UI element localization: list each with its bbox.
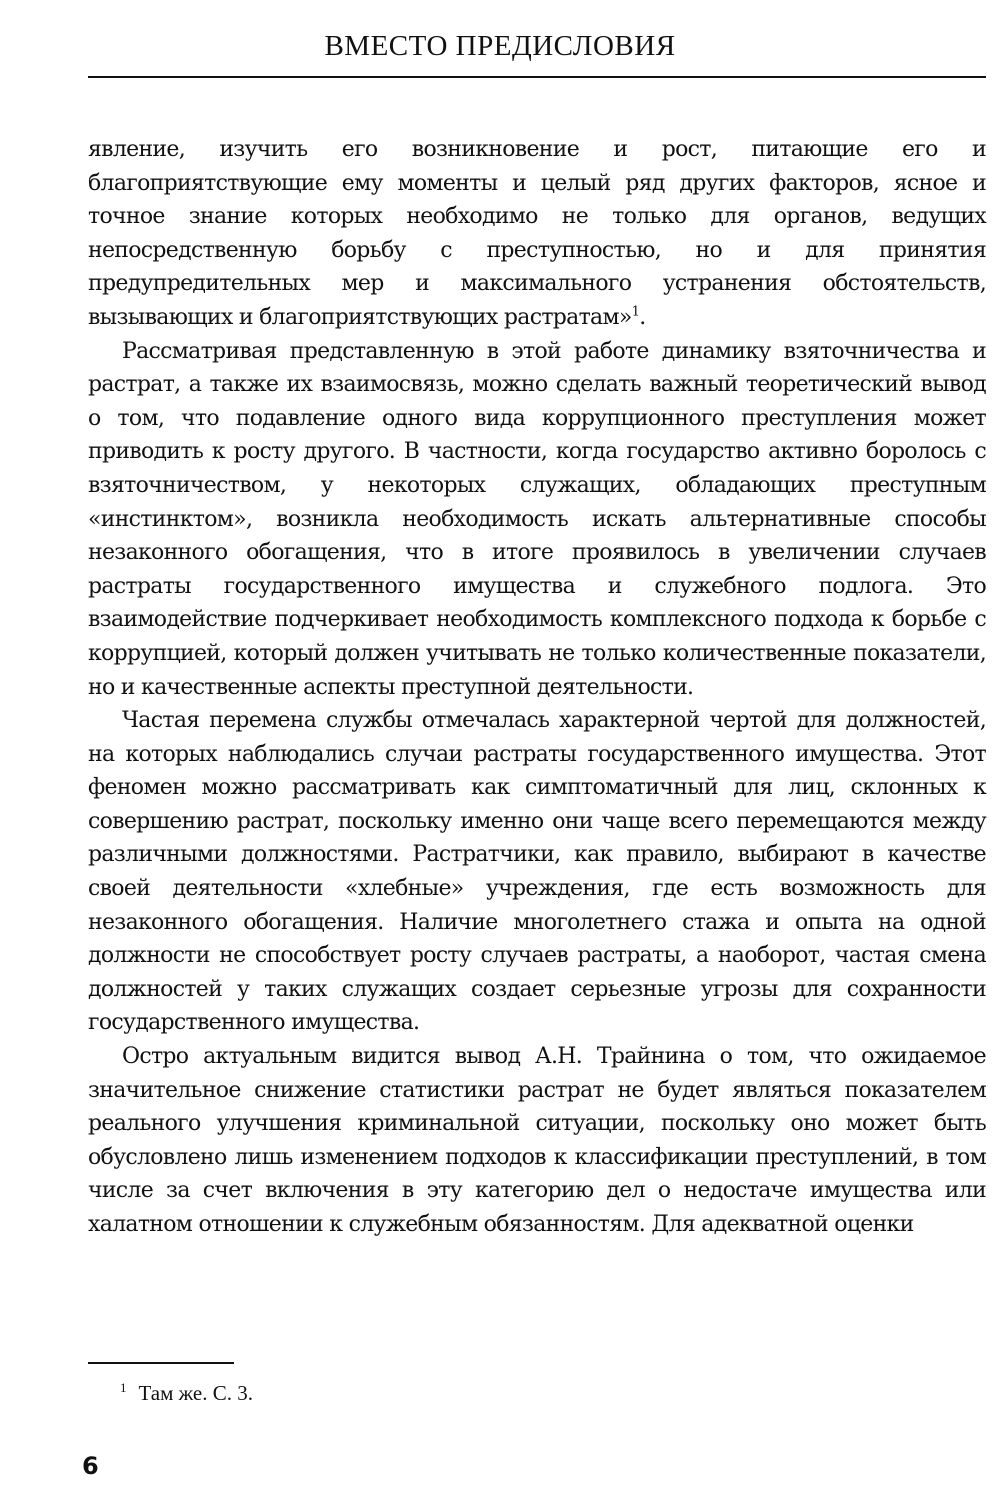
footnote-marker: 1 (120, 1380, 127, 1395)
main-text (88, 133, 986, 1242)
running-title: ВМЕСТО ПРЕДИСЛОВИЯ (324, 30, 676, 62)
footnote (120, 1380, 253, 1406)
page-number: 6 (82, 1452, 99, 1480)
paragraph-1-period: . (639, 304, 646, 330)
footnote-reference: 1 (631, 304, 640, 320)
footnote-rule (88, 1362, 234, 1364)
paragraph-3: Частая перемена службы отмечалась характерной чертой для должностей, на которых наблюдались случаи растраты государственного имущества. Этот феномен можно рассматривать как симптоматичный для лиц, склонных к совершению растрат, поскольку именно они чаще всего перемещаются между различными должностями. Растратчики, как правило, выбирают в качестве своей деятельности «хлебные» учреждения, где есть возможность для незаконного обогащения. Наличие многолетнего стажа и опыта на одной должности не способствует росту случаев растраты, а наоборот, частая смена должностей у таких служащих создает серьезные угрозы для сохранности государственного имущества. (88, 708, 986, 1036)
paragraph-1-text: явление, изучить его возникновение и рост, питающие его и благоприятствующие ему моменты и целый ряд других факторов, ясное и точное знание которых необходимо не только для органов, ведущих непосредственную борьбу с преступностью, но и для принятия предупредительных мер и максимального устранения обстоятельств, вызывающих и благоприятствующих растратам» (88, 137, 986, 330)
footnote-text: Там же. С. 3. (138, 1381, 253, 1405)
paragraph-4: Остро актуальным видится вывод А.Н. Трайнина о том, что ожидаемое значительное снижение статистики растрат не будет являться показателем реального улучшения криминальной ситуации, поскольку оно может быть обусловлено лишь изменением подходов к классификации преступлений, в том числе за счет включения в эту категорию дел о недостаче имущества или халатном отношении к служебным обязанностям. Для адекватной оценки (88, 1044, 986, 1237)
paragraph-1 (88, 133, 986, 335)
paragraph-2: Рассматривая представленную в этой работе динамику взяточничества и растрат, а также их взаимосвязь, можно сделать важный теоретический вывод о том, что подавление одного вида коррупционного преступления может приводить к росту другого. В частности, когда государство активно боролось с взяточничеством, у некоторых служащих, обладающих преступным «инстинктом», возникла необходимость искать альтернативные способы незаконного обогащения, что в итоге проявилось в увеличении случаев растраты государственного имущества и служебного подлога. Это взаимодействие подчеркивает необходимость комплексного подхода к борьбе с коррупцией, который должен учитывать не только количественные показатели, но и качественные аспекты преступной деятельности. (88, 338, 986, 700)
header-rule (88, 76, 986, 78)
